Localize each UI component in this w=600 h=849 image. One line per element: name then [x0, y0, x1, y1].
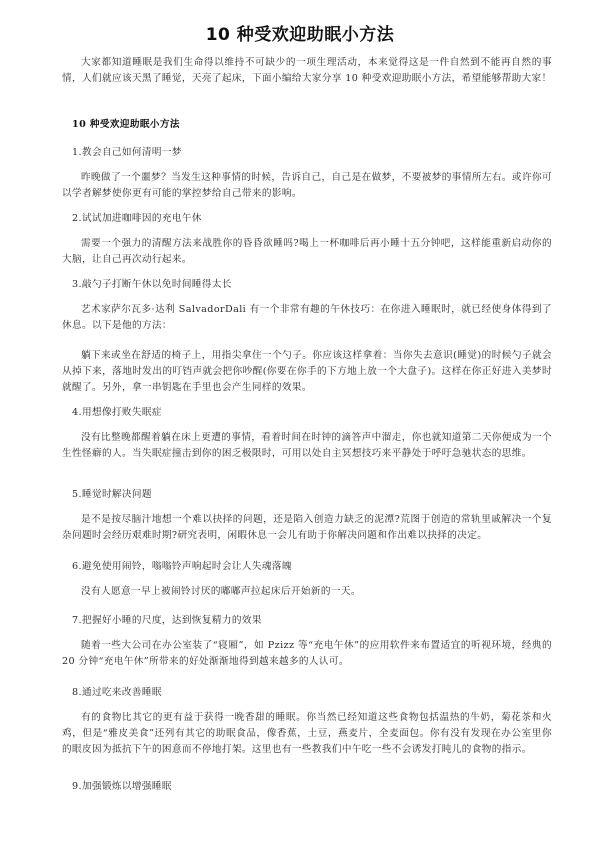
section-paragraph-3a: 艺术家萨尔瓦多·达利 SalvadorDali 有一个非常有趣的午休技巧：在你进入睡眠时，就已经使身体得到了休息。以下是他的方法：: [62, 304, 552, 331]
section-heading-1: 1.教会自己如何清明一梦: [72, 147, 182, 158]
section-paragraph-8: 有的食物比其它的更有益于获得一晚香甜的睡眠。你当然已经知道这些食物包括温热的牛奶，菊花茶和火鸡，但是“雅皮美食”还列有其它的助眠食品，像香蕉，土豆，燕麦片，全麦面包。你有没有发现在办公室里你的眼皮因为抵抗下午的困意而不停地打架。这里也有一些教我们中午吃一些不会诱发打盹儿的食物的指示。: [62, 712, 552, 755]
intro-paragraph: 大家都知道睡眠是我们生命得以维持不可缺少的一项生理活动，本来觉得这是一件自然到不能再自然的事情，人们就应该天黑了睡觉，天亮了起床，下面小编给大家分享 10 种受欢迎助眠小方法，希望能够帮助大家！: [62, 57, 552, 84]
section-paragraph-3b: 躺下来或坐在舒适的椅子上，用指尖拿住一个勺子。你应该这样拿着：当你失去意识(睡觉)的时候勺子就会从掉下来，落地时发出的叮铛声就会把你吵醒(你要在你手的下方地上放一个大盘子)。这样在你正好进入美梦时就醒了。另外，拿一串钥匙在手里也会产生同样的效果。: [62, 350, 552, 393]
section-heading-4: 4.用想像打败失眠症: [72, 407, 162, 418]
section-heading-2: 2.试试加进咖啡因的充电午休: [72, 213, 202, 224]
section-paragraph-2: 需要一个强力的清醒方法来战胜你的昏昏欲睡吗?喝上一杯咖啡后再小睡十五分钟吧，这样能重新启动你的大脑，让自己再次动行起来。: [62, 238, 552, 265]
section-paragraph-6: 没有人愿意一早上被闹铃讨厌的嘟嘟声拉起床后开始新的一天。: [81, 586, 361, 597]
section-paragraph-1: 昨晚做了一个噩梦？当发生这种事情的时候，告诉自己，自己是在做梦，不要被梦的事情所左右。或许你可以学者解梦使你更有可能的掌控梦给自己带来的影响。: [62, 172, 552, 199]
page-title: 10 种受欢迎助眠小方法: [205, 25, 395, 45]
section-heading-9: 9.加强锻炼以增强睡眠: [72, 781, 172, 792]
section-heading-7: 7.把握好小睡的尺度，达到恢复精力的效果: [72, 615, 262, 626]
section-paragraph-5: 是不是按尽脑汁地想一个难以抉择的问题，还是陷入创造力缺乏的泥潭?荒图于创造的常轨里戚解决一个复杂问题时会经历艰难时期?研究表明，闲暇休息一会儿有助于你解决问题和作出难以抉择的决定。: [62, 514, 552, 541]
section-heading-3: 3.敲勺子打断午休以免时间睡得太长: [72, 279, 232, 290]
section-paragraph-4: 没有比整晚都醒着躺在床上更遭的事情，看着时间在时钟的滴答声中溜走，你也就知道第二天你便成为一个生性怪癖的人。当失眠症撞击到你的困乏极限时，可用以处自主冥想技巧来平静处于呼吁急驰状态的思维。: [62, 432, 552, 459]
section-subtitle: 10 种受欢迎助眠小方法: [72, 119, 180, 130]
section-paragraph-7: 随着一些大公司在办公室装了“寝厢”，如 Pzizz 等“充电午休”的应用软件来布置适宜的听视环境，经典的 20 分钟“充电午休”所带来的好处渐渐地得到越来越多的人认可。: [62, 640, 552, 667]
section-heading-6: 6.避免使用闹铃，嗡嗡铃声响起时会让人失魂落魄: [72, 561, 292, 572]
section-heading-8: 8.通过吃来改善睡眠: [72, 687, 162, 698]
section-heading-5: 5.睡觉时解决问题: [72, 489, 152, 500]
